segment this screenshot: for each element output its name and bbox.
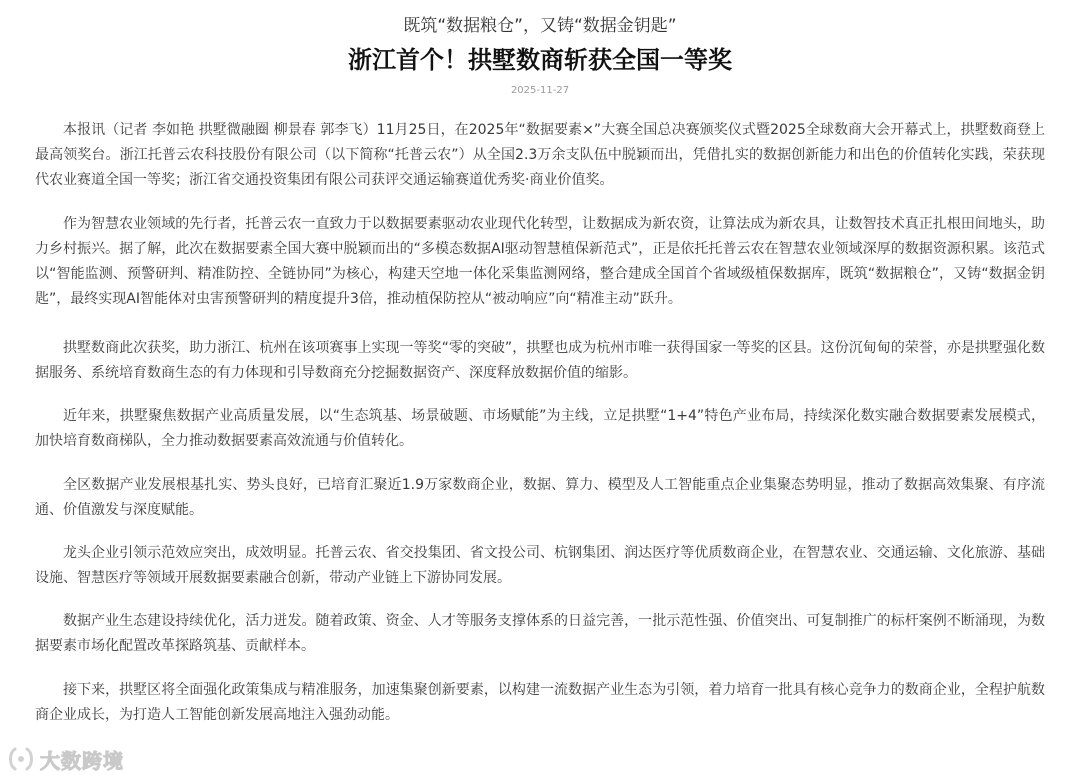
paragraph-4: 近年来，拱墅聚焦数据产业高质量发展，以“生态筑基、场景破题、市场赋能”为主线，立足拱墅“1+4”特色产业布局，持续深化数实融合数据要素发展模式，加快培育数商梯队，全力推动数据要素高效流通与价值转化。 (35, 408, 1045, 449)
article-title: 浙江首个！拱墅数商斩获全国一等奖 (348, 46, 732, 74)
paragraph-6: 龙头企业引领示范效应突出，成效明显。托普云农、省交投集团、省文投公司、杭钢集团、润达医疗等优质数商企业，在智慧农业、交通运输、文化旅游、基础设施、智慧医疗等领域开展数据要素融合创新，带动产业链上下游协同发展。 (35, 545, 1045, 586)
paragraph-1: 本报讯（记者 李如艳 拱墅微融圈 柳景春 郭李飞）11月25日，在2025年“数据要素×”大赛全国总决赛颁奖仪式暨2025全球数商大会开幕式上，拱墅数商登上最高领奖台。浙江托普云农科技股份有限公司（以下简称“托普云农”）从全国2.3万余支队伍中脱颖而出，凭借扎实的数据创新能力和出色的价值转化实践，荣获现代农业赛道全国一等奖；浙江省交通投资集团有限公司获评交通运输赛道优秀奖·商业价值奖。 (35, 122, 1045, 188)
publish-date: 2025-11-27 (510, 85, 570, 96)
paragraph-5: 全区数据产业发展根基扎实、势头良好，已培育汇聚近1.9万家数商企业，数据、算力、模型及人工智能重点企业集聚态势明显，推动了数据高效集聚、有序流通、价值激发与深度赋能。 (35, 477, 1045, 518)
brand-logo-icon (6, 745, 36, 773)
watermark-text: 大数跨境 (40, 748, 124, 773)
paragraph-7: 数据产业生态建设持续优化，活力迸发。随着政策、资金、人才等服务支撑体系的日益完善，一批示范性强、价值突出、可复制推广的标杆案例不断涌现，为数据要素市场化配置改革探路筑基、贡献样本。 (35, 613, 1045, 654)
paragraph-3: 拱墅数商此次获奖，助力浙江、杭州在该项赛事上实现一等奖“零的突破”，拱墅也成为杭州市唯一获得国家一等奖的区县。这份沉甸甸的荣誉，亦是拱墅强化数据服务、系统培育数商生态的有力体现和引导数商充分挖掘数据资产、深度释放数据价值的缩影。 (35, 340, 1045, 381)
paragraph-8: 接下来，拱墅区将全面强化政策集成与精准服务，加速集聚创新要素，以构建一流数据产业生态为引领，着力培育一批具有核心竞争力的数商企业，全程护航数商企业成长，为打造人工智能创新发展高地注入强劲动能。 (35, 682, 1045, 723)
watermark (6, 744, 124, 774)
article-subtitle: 既筑“数据粮仓”，又铸“数据金钥匙” (403, 16, 677, 36)
paragraph-2: 作为智慧农业领域的先行者，托普云农一直致力于以数据要素驱动农业现代化转型，让数据成为新农资，让算法成为新农具，让数智技术真正扎根田间地头，助力乡村振兴。据了解，此次在数据要素全国大赛中脱颖而出的“多模态数据AI驱动智慧植保新范式”，正是依托托普云农在智慧农业领域深厚的数据资源积累。该范式以“智能监测、预警研判、精准防控、全链协同”为核心，构建天空地一体化采集监测网络，整合建成全国首个省域级植保数据库，既筑“数据粮仓”，又铸“数据金钥匙”，最终实现AI智能体对虫害预警研判的精度提升3倍，推动植保防控从“被动响应”向“精准主动”跃升。 (35, 216, 1045, 307)
